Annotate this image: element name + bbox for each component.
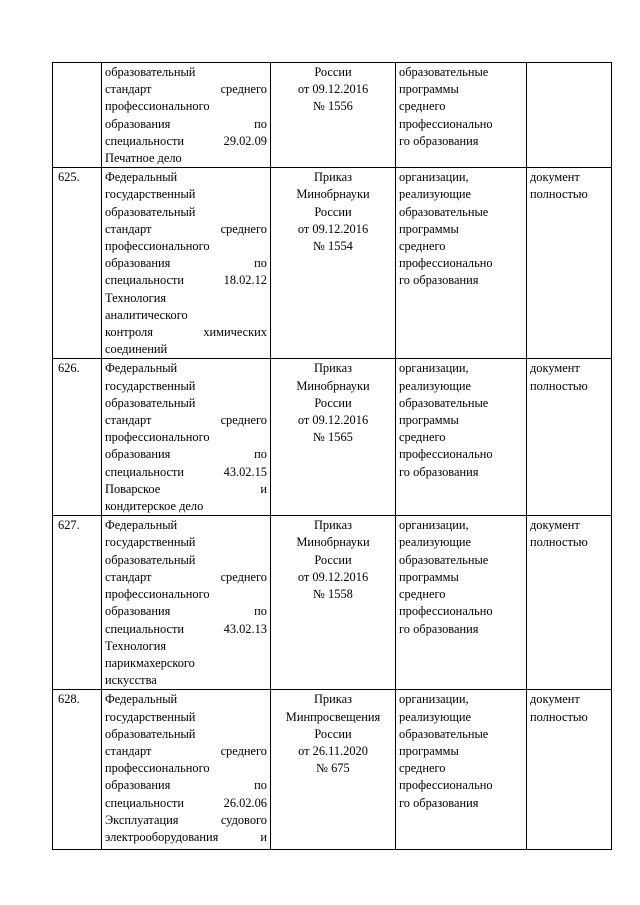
document-name-word: Технология (105, 638, 167, 653)
document-name-word: судового (220, 812, 267, 827)
document-name-word: государственный (105, 709, 196, 724)
note-line: документ (530, 170, 580, 185)
approving-act-cell (271, 516, 396, 690)
note-line: документ (530, 361, 580, 376)
applicability-line: реализующие (399, 187, 472, 202)
applicability-line: профессионально (399, 447, 493, 462)
table-row (53, 516, 612, 690)
document-name-cell (102, 63, 271, 168)
applicability-line: го образования (399, 795, 479, 810)
document-name-line (105, 290, 267, 307)
document-name-word: 26.02.06 (223, 795, 267, 810)
document-name-word: государственный (105, 187, 196, 202)
document-name-line (105, 464, 267, 481)
note-cell (527, 63, 612, 168)
document-name-line (105, 726, 267, 743)
note-cell (527, 359, 612, 516)
applicability-line: образовательные (399, 726, 489, 741)
document-name-line (105, 621, 267, 638)
approving-act-line: Приказ (313, 361, 352, 376)
approving-act-line: № 675 (316, 761, 350, 776)
document-name-line (105, 272, 267, 289)
applicability-cell (396, 168, 527, 359)
applicability-line: го образования (399, 273, 479, 288)
document-name-word: химических (203, 325, 267, 340)
document-name-line (105, 81, 267, 98)
table-row (53, 359, 612, 516)
table-row (53, 63, 612, 168)
approving-act-cell (271, 359, 396, 516)
note-line: полностью (530, 187, 588, 202)
document-name-line (105, 829, 267, 846)
document-name-line (105, 655, 267, 672)
document-name-word: по (254, 778, 267, 793)
document-name-word: профессионального (105, 761, 210, 776)
document-name-line (105, 517, 267, 534)
approving-act-line: от 09.12.2016 (297, 413, 369, 428)
document-name-line (105, 691, 267, 708)
approving-act-line: Минобрнауки (296, 187, 370, 202)
document-name-word: Федеральный (105, 692, 178, 707)
applicability-line: среднего (399, 99, 446, 114)
document-name-line (105, 238, 267, 255)
document-table-body (53, 63, 612, 850)
applicability-line: программы (399, 221, 459, 236)
approving-act-line: Минобрнауки (296, 378, 370, 393)
applicability-line: организации, (399, 518, 469, 533)
applicability-line: образовательные (399, 552, 489, 567)
document-name-line (105, 255, 267, 272)
applicability-line: образовательные (399, 65, 489, 79)
document-name-word: специальности (105, 795, 185, 810)
document-name-word: образования (105, 447, 171, 462)
applicability-line: реализующие (399, 535, 472, 550)
document-name-word: по (254, 116, 267, 131)
approving-act-line: Приказ (313, 518, 352, 533)
document-name-line (105, 133, 267, 150)
document-name-word: профессионального (105, 587, 210, 602)
document-name-line (105, 150, 267, 167)
approving-act-line: от 09.12.2016 (297, 221, 369, 236)
document-name-line (105, 603, 267, 620)
document-name-line (105, 221, 267, 238)
document-name-word: Поварское (105, 481, 161, 496)
table-row (53, 168, 612, 359)
document-table (52, 62, 612, 850)
document-name-word: искусства (105, 673, 157, 688)
applicability-line: профессионально (399, 604, 493, 619)
applicability-cell (396, 359, 527, 516)
note-line: полностью (530, 378, 588, 393)
row-number: 628. (58, 692, 80, 707)
document-name-word: образования (105, 778, 171, 793)
approving-act-line: Приказ (313, 170, 352, 185)
document-name-line (105, 672, 267, 689)
note-cell (527, 690, 612, 850)
note-cell (527, 168, 612, 359)
document-name-line (105, 569, 267, 586)
document-name-word: 43.02.15 (223, 464, 267, 479)
applicability-line: го образования (399, 464, 479, 479)
approving-act-cell (271, 168, 396, 359)
document-name-word: 18.02.12 (223, 273, 267, 288)
document-name-line (105, 169, 267, 186)
row-number-cell (53, 168, 102, 359)
document-name-line (105, 709, 267, 726)
document-name-word: образовательный (105, 726, 196, 741)
document-name-word: Федеральный (105, 518, 178, 533)
note-line: полностью (530, 709, 588, 724)
document-name-line (105, 777, 267, 794)
document-name-word: Федеральный (105, 361, 178, 376)
document-name-line (105, 534, 267, 551)
note-line: документ (530, 692, 580, 707)
document-name-word: парикмахерского (105, 655, 195, 670)
row-number-cell (53, 63, 102, 168)
approving-act-line: от 09.12.2016 (297, 82, 369, 97)
approving-act-cell (271, 690, 396, 850)
applicability-line: программы (399, 413, 459, 428)
document-name-line (105, 324, 267, 341)
applicability-line: образовательные (399, 204, 489, 219)
document-name-word: Технология (105, 290, 167, 305)
approving-act-line: России (314, 204, 352, 219)
document-name-word: аналитического (105, 307, 188, 322)
document-name-line (105, 395, 267, 412)
applicability-line: реализующие (399, 709, 472, 724)
document-name-word: стандарт (105, 743, 152, 758)
document-name-line (105, 498, 267, 515)
approving-act-line: № 1556 (313, 99, 353, 114)
document-name-word: специальности (105, 133, 185, 148)
document-name-word: по (254, 256, 267, 271)
applicability-cell (396, 63, 527, 168)
approving-act-line: № 1565 (313, 430, 353, 445)
applicability-line: программы (399, 743, 459, 758)
approving-act-line: Минпросвещения (285, 709, 381, 724)
document-name-line (105, 812, 267, 829)
document-name-word: 29.02.09 (223, 133, 267, 148)
document-name-line (105, 481, 267, 498)
approving-act-line: № 1558 (313, 587, 353, 602)
row-number-cell (53, 359, 102, 516)
document-name-line (105, 412, 267, 429)
approving-act-line: Приказ (313, 692, 352, 707)
document-name-word: Федеральный (105, 170, 178, 185)
document-name-line (105, 552, 267, 569)
approving-act-line: № 1554 (313, 239, 353, 254)
document-name-word: профессионального (105, 99, 210, 114)
approving-act-line: Минобрнауки (296, 535, 370, 550)
document-name-word: образовательный (105, 204, 196, 219)
applicability-line: профессионально (399, 778, 493, 793)
document-name-word: стандарт (105, 221, 152, 236)
note-cell (527, 516, 612, 690)
document-name-line (105, 307, 267, 324)
document-name-line (105, 446, 267, 463)
applicability-line: го образования (399, 133, 479, 148)
table-row (53, 690, 612, 850)
document-name-word: специальности (105, 464, 185, 479)
applicability-line: организации, (399, 361, 469, 376)
document-name-word: среднего (220, 569, 267, 584)
applicability-line: программы (399, 82, 459, 97)
document-name-word: электрооборудования (105, 829, 219, 844)
document-name-line (105, 64, 267, 81)
document-name-word: образовательный (105, 552, 196, 567)
approving-act-line: России (314, 552, 352, 567)
row-number: 627. (58, 518, 80, 533)
document-name-line (105, 378, 267, 395)
document-name-word: контроля (105, 325, 153, 340)
document-name-line (105, 795, 267, 812)
document-name-cell (102, 359, 271, 516)
applicability-line: среднего (399, 587, 446, 602)
approving-act-line: России (314, 65, 352, 79)
document-name-line (105, 586, 267, 603)
document-name-word: кондитерское дело (105, 499, 204, 514)
document-name-line (105, 98, 267, 115)
document-name-word: профессионального (105, 239, 210, 254)
document-name-cell (102, 168, 271, 359)
approving-act-line: России (314, 395, 352, 410)
approving-act-line: России (314, 726, 352, 741)
document-name-word: государственный (105, 535, 196, 550)
document-name-word: среднего (220, 82, 267, 97)
document-name-word: образовательный (105, 65, 196, 79)
document-name-word: по (254, 447, 267, 462)
document-name-word: среднего (220, 743, 267, 758)
applicability-line: программы (399, 569, 459, 584)
approving-act-line: от 09.12.2016 (297, 569, 369, 584)
document-name-word: государственный (105, 378, 196, 393)
row-number: 625. (58, 170, 80, 185)
document-name-line (105, 116, 267, 133)
applicability-line: среднего (399, 239, 446, 254)
document-name-line (105, 743, 267, 760)
applicability-line: образовательные (399, 395, 489, 410)
document-name-line (105, 429, 267, 446)
document-name-line (105, 760, 267, 777)
document-name-word: Эксплуатация (105, 812, 179, 827)
document-name-word: специальности (105, 621, 185, 636)
document-name-line (105, 341, 267, 358)
document-name-line (105, 204, 267, 221)
approving-act-line: от 26.11.2020 (298, 743, 368, 758)
row-number: 626. (58, 361, 80, 376)
note-line: документ (530, 518, 580, 533)
document-name-word: стандарт (105, 413, 152, 428)
row-number-cell (53, 516, 102, 690)
document-name-cell (102, 516, 271, 690)
document-name-word: Печатное дело (105, 151, 182, 166)
document-name-word: образования (105, 604, 171, 619)
document-name-word: среднего (220, 221, 267, 236)
row-number-cell (53, 690, 102, 850)
approving-act-cell (271, 63, 396, 168)
note-line: полностью (530, 535, 588, 550)
applicability-line: профессионально (399, 256, 493, 271)
applicability-cell (396, 690, 527, 850)
document-name-word: профессионального (105, 430, 210, 445)
applicability-line: среднего (399, 761, 446, 776)
document-name-word: и (260, 829, 267, 844)
applicability-line: реализующие (399, 378, 472, 393)
document-name-word: стандарт (105, 569, 152, 584)
applicability-line: го образования (399, 621, 479, 636)
applicability-line: организации, (399, 170, 469, 185)
document-name-word: стандарт (105, 82, 152, 97)
document-name-word: по (254, 604, 267, 619)
document-name-word: специальности (105, 273, 185, 288)
document-name-line (105, 186, 267, 203)
applicability-line: организации, (399, 692, 469, 707)
document-name-word: образования (105, 116, 171, 131)
applicability-cell (396, 516, 527, 690)
applicability-line: среднего (399, 430, 446, 445)
document-name-word: образовательный (105, 395, 196, 410)
document-name-word: среднего (220, 413, 267, 428)
document-name-word: и (260, 481, 267, 496)
document-name-line (105, 638, 267, 655)
document-name-word: образования (105, 256, 171, 271)
document-name-cell (102, 690, 271, 850)
applicability-line: профессионально (399, 116, 493, 131)
document-name-word: 43.02.13 (223, 621, 267, 636)
document-name-line (105, 360, 267, 377)
document-name-word: соединений (105, 342, 168, 357)
